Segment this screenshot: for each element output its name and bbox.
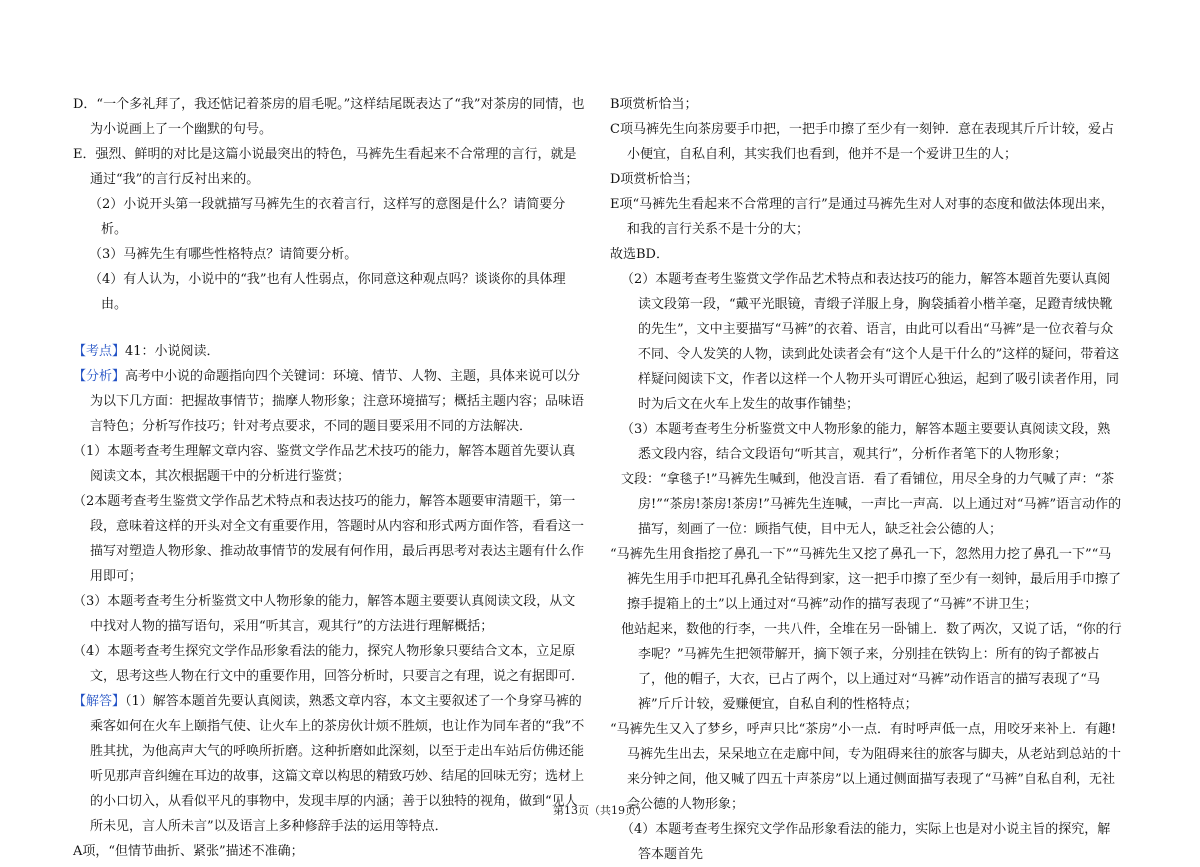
jieda-tag: 【解答】 bbox=[73, 694, 126, 709]
fenxi-text: 高考中小说的命题指向四个关键词：环境、情节、人物、主题，具体来说可以分为以下几方面：把握故事情节；揣摩人物形象；注意环境描写；概括主题内容；品味语言特色；分析写作技巧；针对考点要求，不同的题目要采用不同的方法解决． bbox=[90, 369, 585, 434]
kaodian-line bbox=[73, 339, 585, 364]
analysis-1: （1）本题考查考生理解文章内容、鉴赏文学作品艺术技巧的能力，解答本题首先要认真阅读文本，其次根据题干中的分析进行鉴赏； bbox=[73, 444, 576, 484]
kaodian-text: 41：小说阅读． bbox=[125, 344, 220, 359]
c-comment: C项马裤先生向茶房要手巾把，一把手巾擦了至少有一刻钟．意在表现其斤斤计较，爱占小便宜，自私自利，其实我们也看到，他并不是一个爱讲卫生的人； bbox=[610, 122, 1114, 162]
question-3: （3）马裤先生有哪些性格特点？请简要分析。 bbox=[89, 247, 358, 262]
answer-3: （3）本题考查考生分析鉴赏文中人物形象的能力，解答本题主要要认真阅读文段，熟悉文段内容，结合文段语句“听其言，观其行”，分析作者笔下的人物形象； bbox=[621, 422, 1111, 462]
page-number: 第13页（共19页） bbox=[553, 804, 647, 817]
answer-choice: 故选BD． bbox=[610, 247, 669, 262]
jieda-text: （1）解答本题首先要认真阅读，熟悉文章内容，本文主要叙述了一个身穿马裤的乘客如何在火车上颐指气使、让火车上的茶房伙计烦不胜烦，也让作为同车者的“我”不胜其扰，为他高声大气的呼唤所折磨。这种折磨如此深刻，以至于走出车站后仿佛还能听见那声音纠缠在耳边的故事，这篇文章以构思的精致巧妙、结尾的回味无穷；选材上的小口切入，从看似平凡的事物中，发现丰厚的内涵；善于以独特的视角，做到“见人所未见，言人所未言”以及语言上多种修辞手法的运用等特点． bbox=[90, 694, 585, 834]
analysis-2: （2本题考查考生鉴赏文学作品艺术特点和表达技巧的能力，解答本题要审清题干，第一段，意味着这样的开头对全文有重要作用，答题时从内容和形式两方面作答，看看这一描写对塑造人物形象、推动故事情节的发展有何作用，最后再思考对表达主题有什么作用即可； bbox=[73, 494, 585, 584]
excerpt-3: 他站起来，数他的行李，一共八件，全堆在另一卧铺上．数了两次，又说了话，“你的行李呢？”马裤先生把领带解开，摘下领子来，分别挂在铁钩上：所有的钩子都被占了，他的帽子，大衣，已占了两个，以上通过对“马裤”动作语言的描写表现了“马裤”斤斤计较，爱赚便宜，自私自利的性格特点； bbox=[621, 622, 1122, 712]
question-4: （4）有人认为，小说中的“我”也有人性弱点，你同意这种观点吗？谈谈你的具体理由。 bbox=[89, 272, 566, 312]
option-e: E．强烈、鲜明的对比是这篇小说最突出的特色，马裤先生看起来不合常理的言行，就是通过“我”的言行反衬出来的。 bbox=[73, 147, 577, 187]
option-d: D．“一个多礼拜了，我还惦记着茶房的眉毛呢。”这样结尾既表达了“我”对茶房的同情，也为小说画上了一个幽默的句号。 bbox=[73, 97, 585, 137]
d-comment: D项赏析恰当； bbox=[610, 172, 699, 187]
b-comment: B项赏析恰当； bbox=[610, 97, 698, 112]
excerpt-2: “马裤先生用食指挖了鼻孔一下”“马裤先生又挖了鼻孔一下，忽然用力挖了鼻孔一下”“马裤先生用手巾把耳孔鼻孔全钻得到家，这一把手巾擦了至少有一刻钟，最后用手巾擦了擦手提箱上的土”以上通过对“马裤”动作的描写表现了“马裤”不讲卫生； bbox=[610, 547, 1122, 612]
left-column bbox=[73, 92, 585, 864]
excerpt-1: 文段：“拿毯子!”马裤先生喊到，他没言语．看了看铺位，用尽全身的力气喊了声：“茶房!”“茶房!茶房!茶房!”马裤先生连喊，一声比一声高．以上通过对“马裤”语言动作的描写，刻画了一位：顾指气使，目中无人，缺乏社会公德的人； bbox=[621, 472, 1122, 537]
fenxi-paragraph bbox=[73, 364, 585, 439]
question-2: （2）小说开头第一段就描写马裤先生的衣着言行，这样写的意图是什么？请简要分析。 bbox=[89, 197, 566, 237]
fenxi-tag: 【分析】 bbox=[73, 369, 126, 384]
right-column bbox=[610, 92, 1122, 867]
e-comment: E项“马裤先生看起来不合常理的言行”是通过马裤先生对人对事的态度和做法体现出来，和我的言行关系不是十分的大； bbox=[610, 197, 1114, 237]
answer-4: （4）本题考查考生探究文学作品形象看法的能力，实际上也是对小说主旨的探究，解答本题首先 bbox=[621, 822, 1111, 862]
kaodian-tag: 【考点】 bbox=[73, 344, 126, 359]
answer-2: （2）本题考查考生鉴赏文学作品艺术特点和表达技巧的能力，解答本题首先要认真阅读文段第一段，“戴平光眼镜，青缎子洋服上身，胸袋插着小楷羊毫，足蹬青绒快靴的先生”，文中主要描写“马裤”的衣着、语言，由此可以看出“马裤”是一位衣着与众不同、令人发笑的人物，读到此处读者会有“这个人是干什么的”这样的疑问，带着这样疑问阅读下文，作者以这样一个人物开头可谓匠心独运，起到了吸引读者作用，同时为后文在火车上发生的故事作铺垫； bbox=[621, 272, 1120, 412]
analysis-3: （3）本题考查考生分析鉴赏文中人物形象的能力，解答本题主要要认真阅读文段，从文中找对人物的描写语句，采用“听其言，观其行”的方法进行理解概括； bbox=[73, 594, 576, 634]
option-a-comment: A项，“但情节曲折、紧张”描述不准确； bbox=[73, 844, 304, 859]
analysis-4: （4）本题考查考生探究文学作品形象看法的能力，探究人物形象只要结合文本，立足原文，思考这些人物在行文中的重要作用，回答分析时，只要言之有理，说之有据即可． bbox=[73, 644, 585, 684]
excerpt-4: “马裤先生又入了梦乡，呼声只比“茶房”小一点．有时呼声低一点，用咬牙来补上．有趣!马裤先生出去，呆呆地立在走廊中间，专为阻碍来往的旅客与脚夫，从老站到总站的十来分钟之间，他又喊了四五十声茶房”以上通过侧面描写表现了“马裤”自私自利，无社会公德的人物形象； bbox=[610, 722, 1122, 812]
